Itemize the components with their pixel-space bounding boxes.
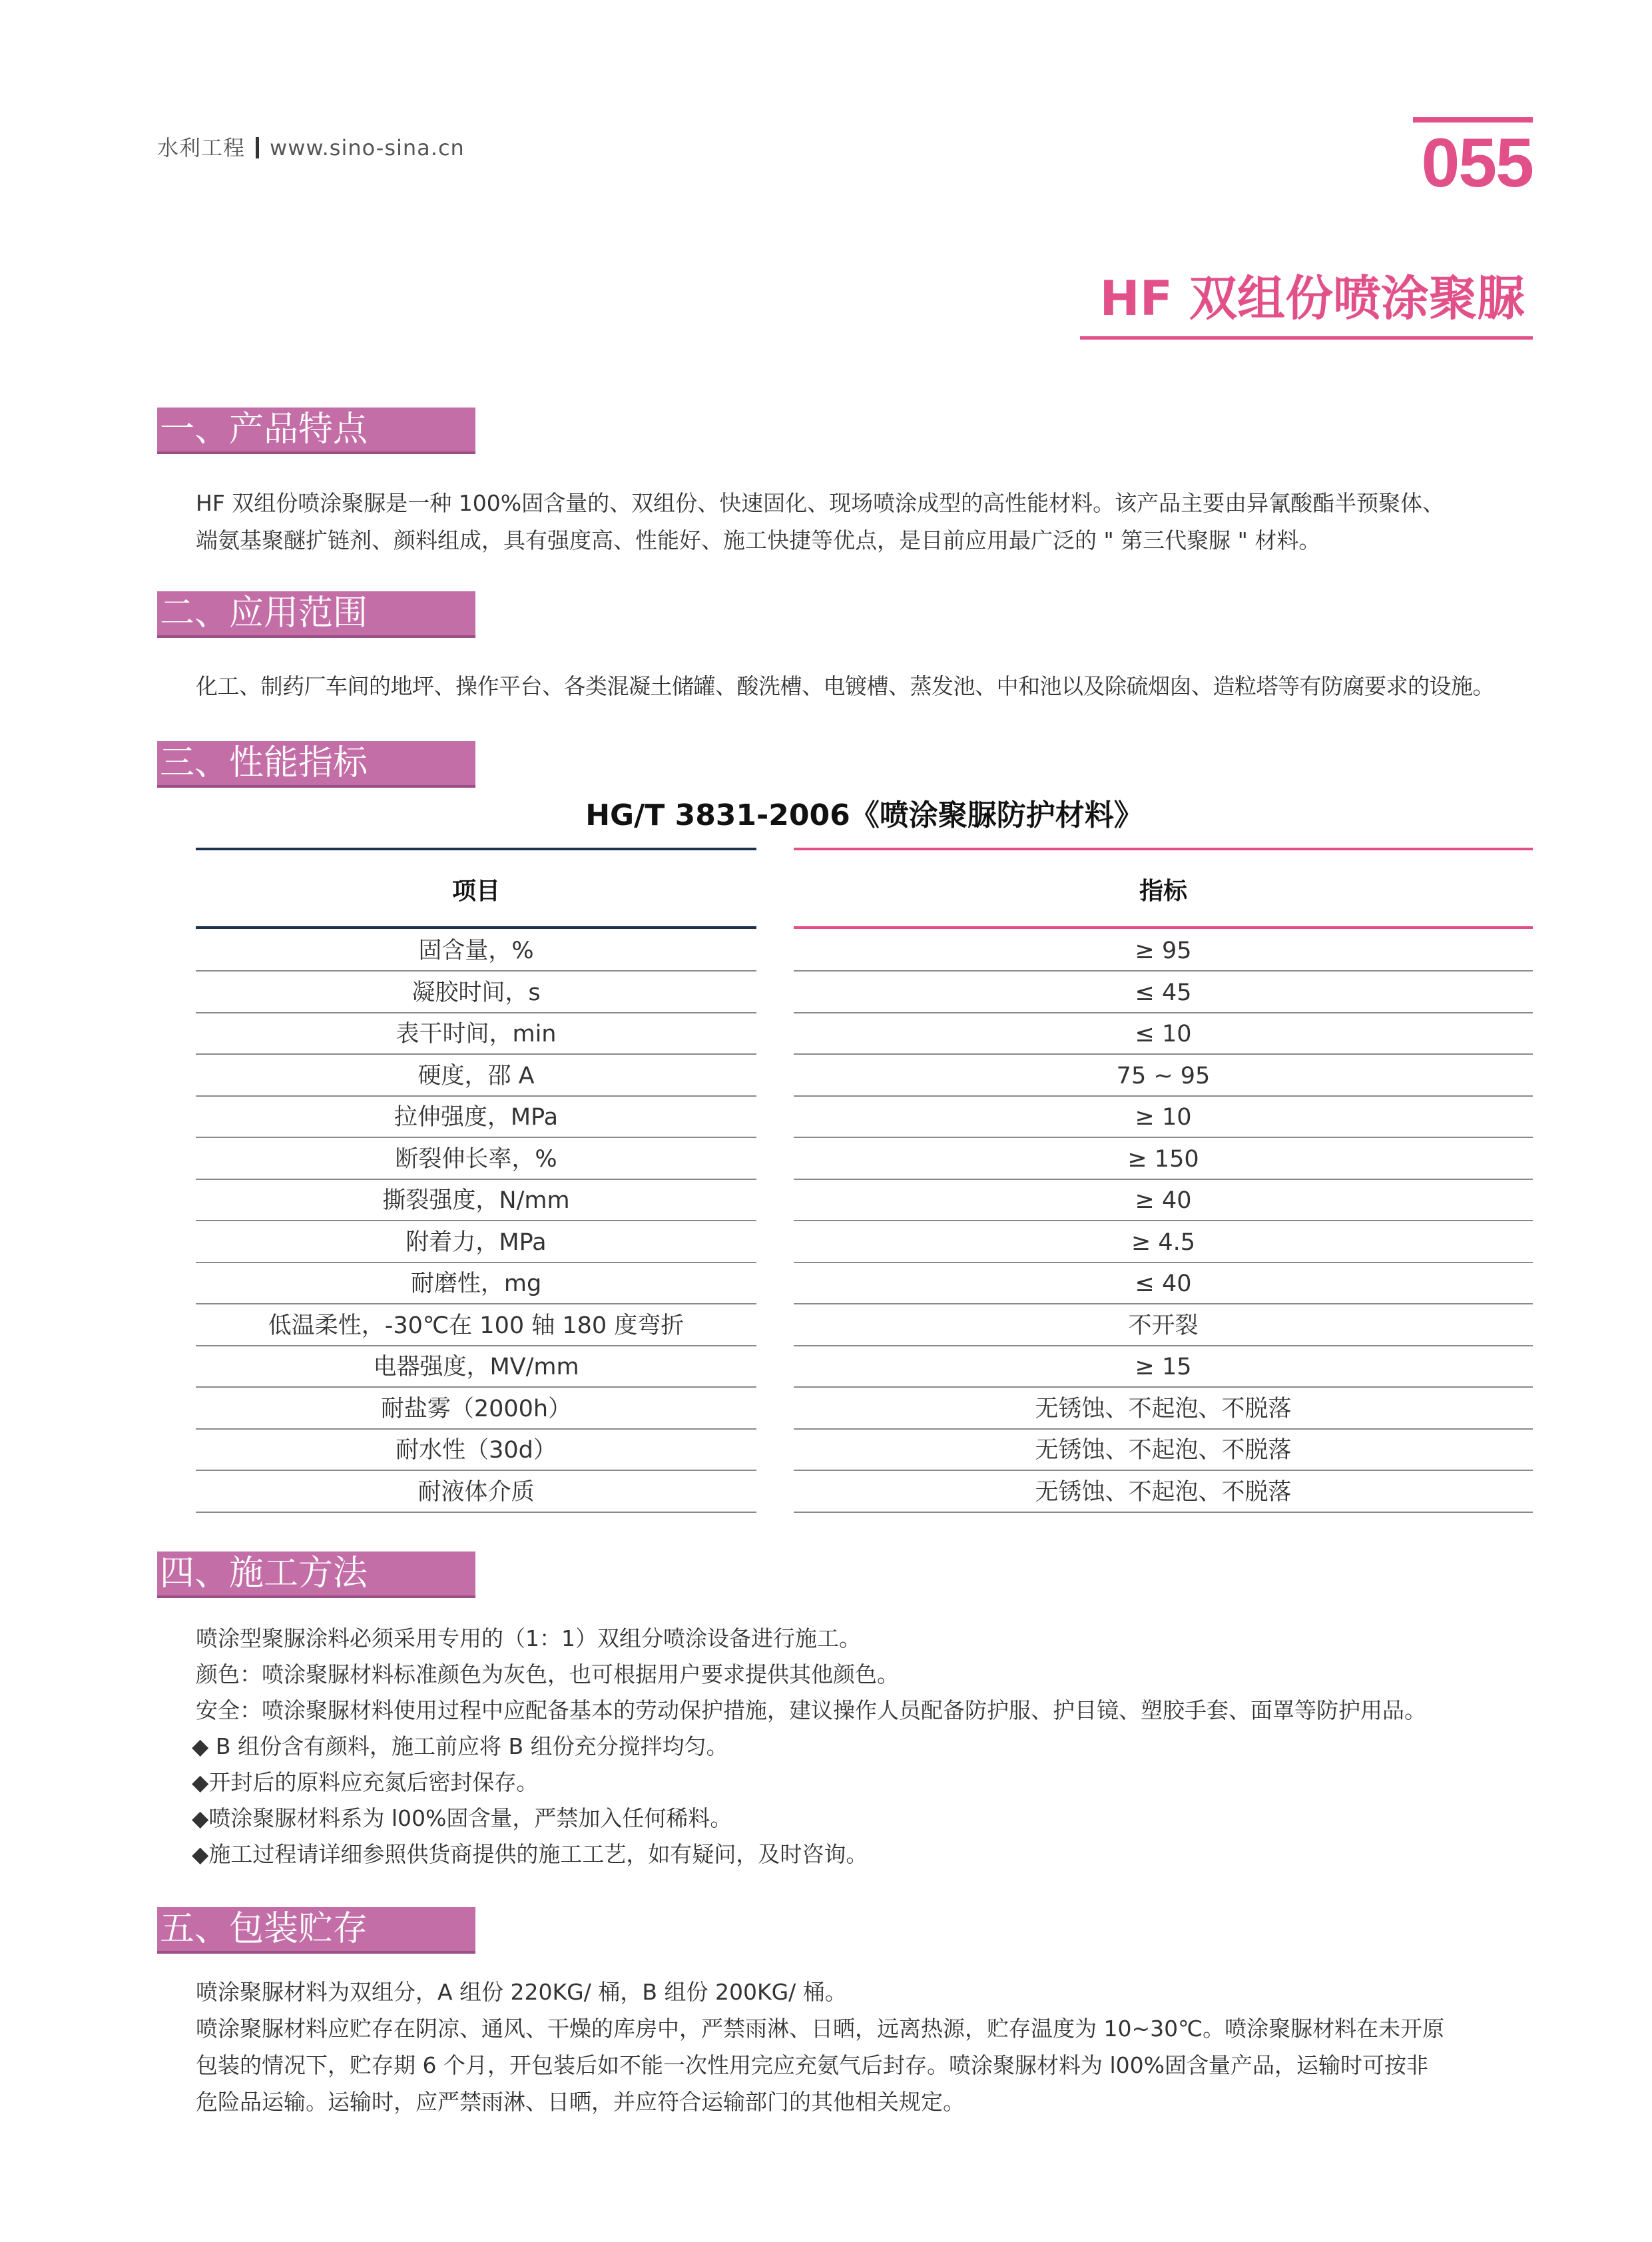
category-label: 水利工程 <box>157 135 246 160</box>
title-underline <box>1080 336 1533 340</box>
bullet-item: ◆施工过程请详细参照供货商提供的施工工艺，如有疑问，及时咨询。 <box>192 1841 868 1867</box>
packaging-paragraph <box>196 1974 1444 2120</box>
table-cell-item: 电器强度，MV/mm <box>196 1346 756 1388</box>
bullet-item: ◆ B 组份含有颜料，施工前应将 B 组份充分搅拌均匀。 <box>192 1733 728 1759</box>
table-cell-value: 无锈蚀、不起泡、不脱落 <box>794 1472 1533 1513</box>
table-cell-item: 断裂伸长率，% <box>196 1139 756 1180</box>
table-cell-value: 无锈蚀、不起泡、不脱落 <box>794 1430 1533 1471</box>
section-heading-shadow <box>157 1595 475 1598</box>
text-line: 包装的情况下，贮存期 6 个月，开包装后如不能一次性用完应充氨气后封存。喷涂聚脲材料为 l00%固含量产品，运输时可按非 <box>196 2052 1428 2078</box>
section-heading-applications: 二、应用范围 <box>157 591 475 635</box>
section-heading-features: 一、产品特点 <box>157 408 475 451</box>
section-heading-performance: 三、性能指标 <box>157 741 475 785</box>
table-cell-value: ≥ 15 <box>794 1346 1533 1388</box>
table-cell-item: 耐盐雾（2000h） <box>196 1388 756 1430</box>
table-header-rule-right <box>794 926 1533 929</box>
section-heading-shadow <box>157 451 475 454</box>
header-site-info <box>157 131 465 162</box>
table-cell-item: 耐液体介质 <box>196 1472 756 1513</box>
text-line: 安全：喷涂聚脲材料使用过程中应配备基本的劳动保护措施，建议操作人员配备防护服、护目镜、塑胶手套、面罩等防护用品。 <box>196 1697 1426 1723</box>
text-line: 喷涂聚脲材料应贮存在阴凉、通风、干燥的库房中，严禁雨淋、日晒，远离热源，贮存温度为 10~30℃。喷涂聚脲材料在未开原 <box>196 2016 1445 2042</box>
table-cell-item: 表干时间，min <box>196 1013 756 1055</box>
construction-paragraph <box>192 1621 1426 1872</box>
bullet-item: ◆喷涂聚脲材料系为 l00%固含量，严禁加入任何稀料。 <box>192 1805 732 1831</box>
table-cell-value: ≥ 150 <box>794 1139 1533 1180</box>
table-cell-item: 附着力，MPa <box>196 1222 756 1263</box>
table-cell-item: 硬度，邵 A <box>196 1055 756 1097</box>
section-heading-packaging: 五、包装贮存 <box>157 1907 475 1951</box>
table-cell-item: 固含量，% <box>196 930 756 972</box>
table-cell-item: 耐磨性，mg <box>196 1263 756 1304</box>
table-top-rule-right <box>794 848 1533 850</box>
table-cell-value: ≤ 10 <box>794 1013 1533 1055</box>
website-link[interactable]: www.sino-sina.cn <box>270 135 465 160</box>
applications-paragraph <box>196 668 1494 705</box>
column-header-item: 项目 <box>451 878 500 905</box>
table-header-rule-left <box>196 926 756 929</box>
table-cell-value: ≥ 10 <box>794 1097 1533 1138</box>
text-line: 危险品运输。运输时，应严禁雨淋、日晒，并应符合运输部门的其他相关规定。 <box>196 2089 965 2115</box>
table-cell-item: 低温柔性，-30℃在 100 轴 180 度弯折 <box>196 1305 756 1346</box>
text-line: 端氨基聚醚扩链剂、颜料组成，具有强度高、性能好、施工快捷等优点，是目前应用最广泛的 " 第三代聚脲 " 材料。 <box>196 527 1321 553</box>
text-line: 化工、制药厂车间的地坪、操作平台、各类混凝土储罐、酸洗槽、电镀槽、蒸发池、中和池以及除硫烟囱、造粒塔等有防腐要求的设施。 <box>196 673 1494 699</box>
section-heading-shadow <box>157 1951 475 1954</box>
divider <box>256 137 259 158</box>
table-cell-item: 凝胶时间，s <box>196 972 756 1013</box>
column-header-value: 指标 <box>1139 878 1187 905</box>
text-line: HF 双组份喷涂聚脲是一种 100%固含量的、双组份、快速固化、现场喷涂成型的高性能材料。该产品主要由异氰酸酯半预聚体、 <box>196 490 1445 516</box>
table-cell-value: ≤ 45 <box>794 972 1533 1013</box>
section-heading-construction: 四、施工方法 <box>157 1551 475 1595</box>
bullet-item: ◆开封后的原料应充氮后密封保存。 <box>192 1769 539 1795</box>
table-cell-item: 拉伸强度，MPa <box>196 1097 756 1138</box>
text-line: 颜色：喷涂聚脲材料标准颜色为灰色，也可根据用户要求提供其他颜色。 <box>196 1661 899 1687</box>
text-line: 喷涂型聚脲涂料必须采用专用的（1：1）双组分喷涂设备进行施工。 <box>196 1625 861 1651</box>
table-cell-value: ≥ 40 <box>794 1180 1533 1221</box>
table-cell-value: 不开裂 <box>794 1305 1533 1346</box>
table-cell-value: ≥ 95 <box>794 930 1533 972</box>
table-title: HG/T 3831-2006《喷涂聚脲防护材料》 <box>585 798 1143 832</box>
product-title: HF 双组份喷涂聚脲 <box>1099 270 1525 326</box>
table-top-rule-left <box>196 848 756 850</box>
table-cell-item: 撕裂强度，N/mm <box>196 1180 756 1221</box>
section-heading-shadow <box>157 635 475 638</box>
table-cell-item: 耐水性（30d） <box>196 1430 756 1471</box>
page-number-rule <box>1413 117 1533 123</box>
table-cell-value: ≥ 4.5 <box>794 1222 1533 1263</box>
table-cell-value: 75 ~ 95 <box>794 1055 1533 1097</box>
features-paragraph <box>196 485 1444 559</box>
text-line: 喷涂聚脲材料为双组分，A 组份 220KG/ 桶，B 组份 200KG/ 桶。 <box>196 1979 847 2005</box>
page-number: 055 <box>1421 125 1533 202</box>
table-cell-value: ≤ 40 <box>794 1263 1533 1304</box>
section-heading-shadow <box>157 785 475 788</box>
table-cell-value: 无锈蚀、不起泡、不脱落 <box>794 1388 1533 1430</box>
